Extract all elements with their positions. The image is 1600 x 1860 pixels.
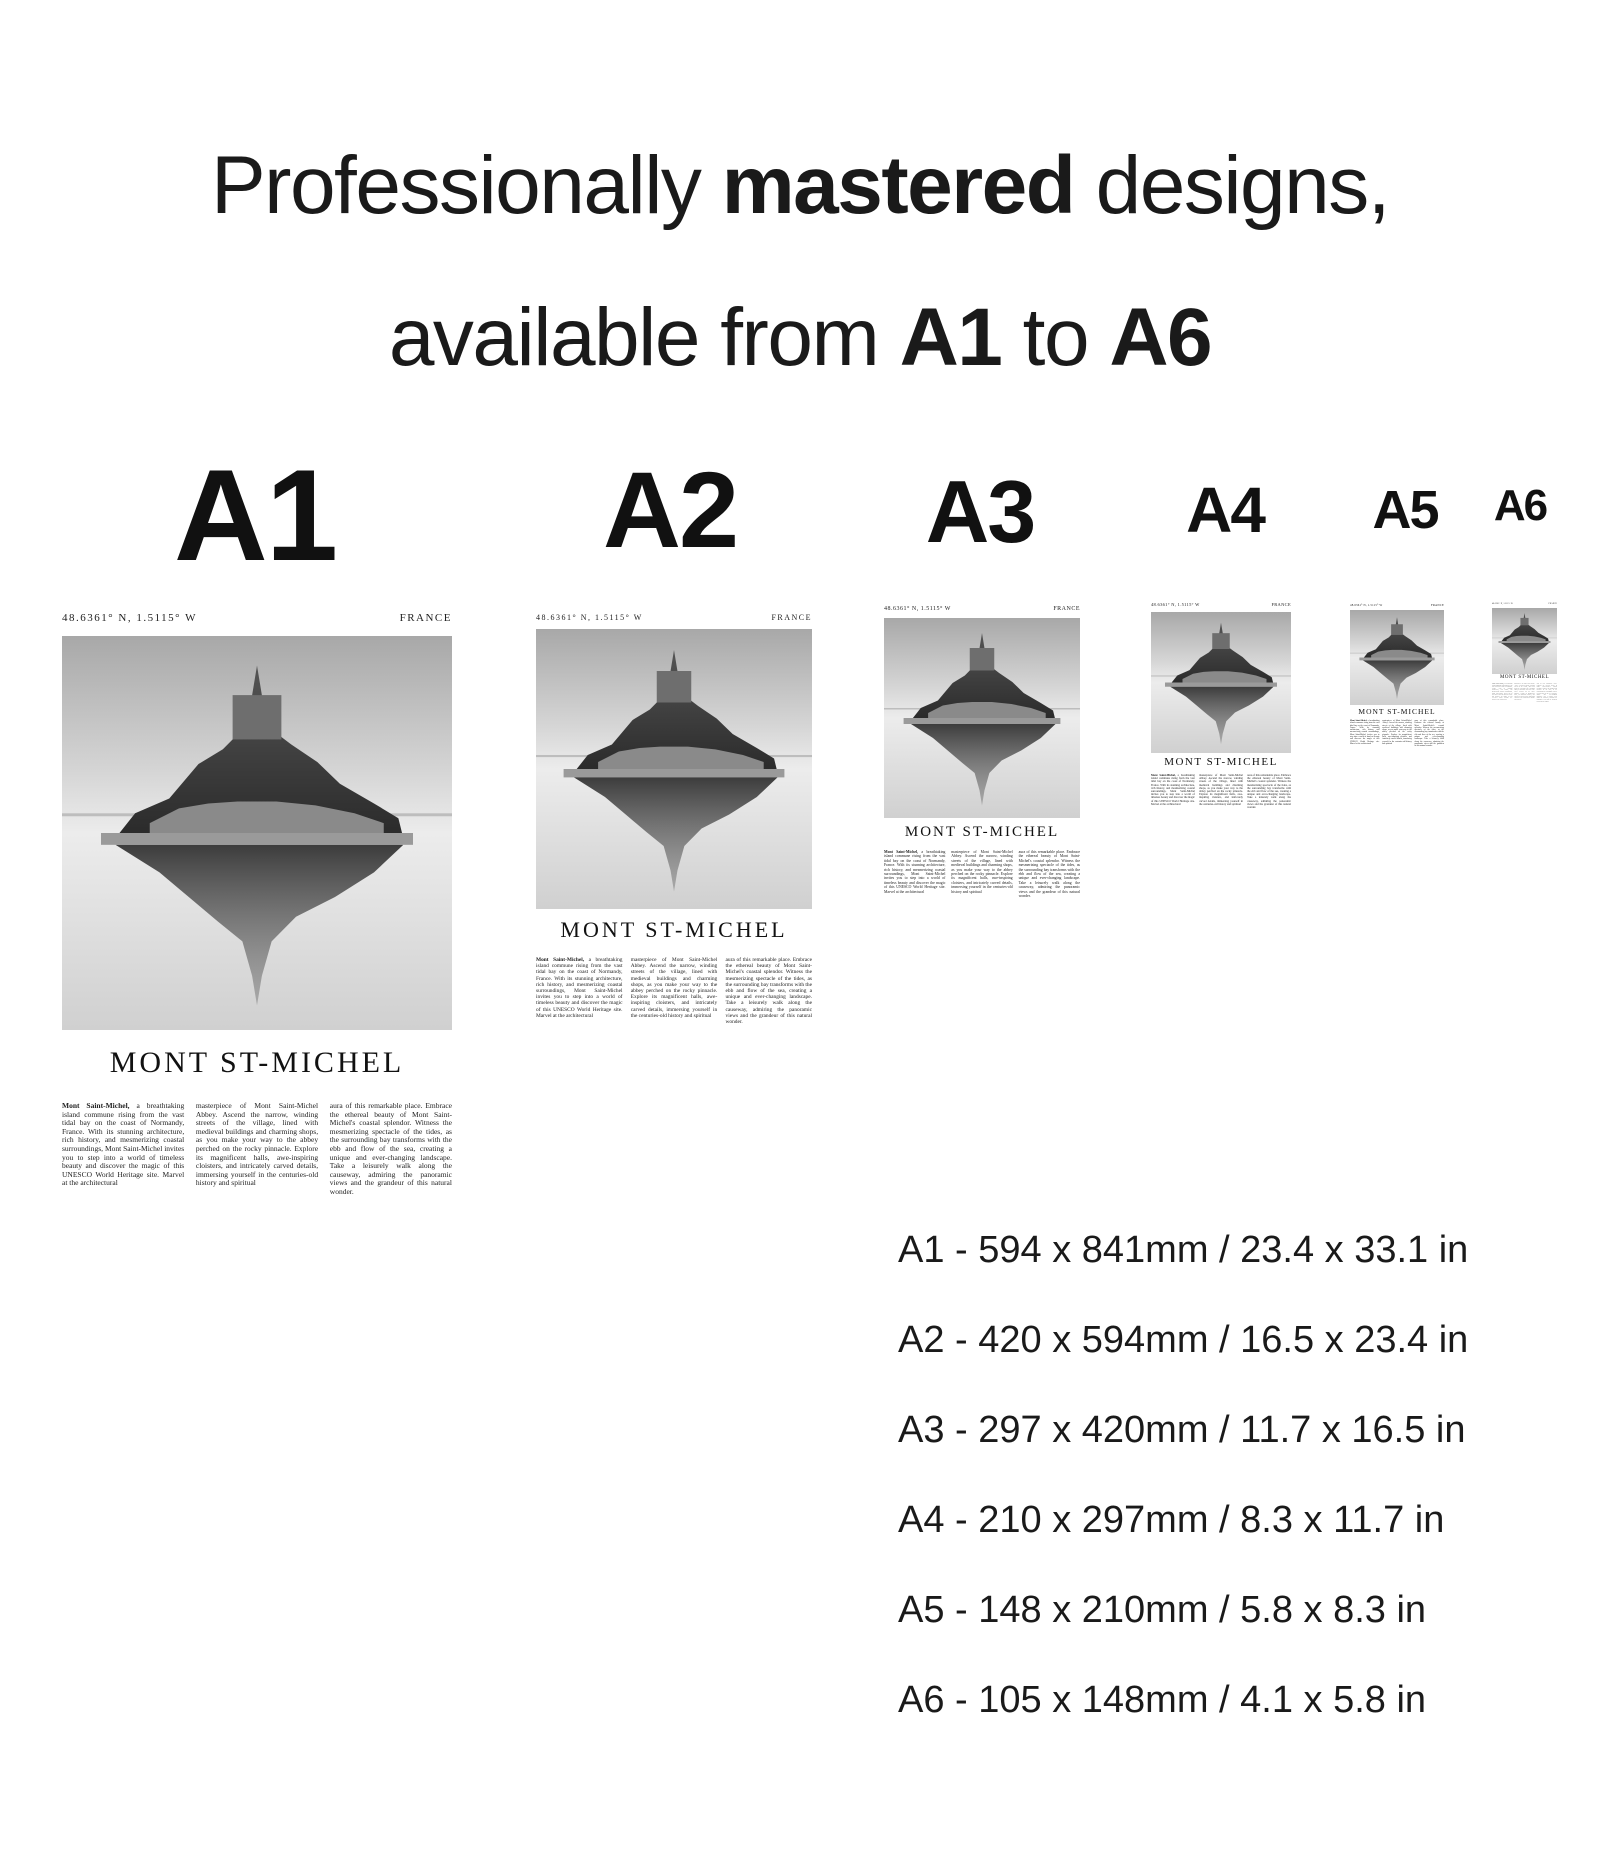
headline-text: Professionally xyxy=(210,140,722,231)
headline-text: available from xyxy=(388,292,900,383)
poster-text-col-2: masterpiece of Mont Saint-Michel Abbey. Ascend the narrow, winding streets of the village, lined with medieval buildings and charming shops, as you make your way to the abbey perched on the rocky pinnacle. Explore its magnificent halls, awe-inspiring cloisters, and intricately carved details, immersing yourself in the centuries-old history and spiritual xyxy=(951,850,1013,894)
poster-photo xyxy=(1151,612,1291,753)
poster-lead: Mont Saint-Michel, xyxy=(1350,720,1367,722)
poster-text-col-2: masterpiece of Mont Saint-Michel Abbey. Ascend the narrow, winding streets of the village, lined with medieval buildings and charming shops, as you make your way to the abbey perched on the rocky pinnacle. Explore its magnificent halls, awe-inspiring cloisters, and intricately carved details, immersing yourself in the centuries-old history and spiritual xyxy=(1199,774,1243,806)
poster-photo xyxy=(1350,610,1444,705)
poster-country: FRANCE xyxy=(1053,606,1080,612)
poster-body xyxy=(536,957,812,1027)
poster-text: a breathtaking island commune rising from the vast tidal bay on the coast of Normandy, France. With its stunning architecture, rich history, and mesmerizing coastal surroundings, Mont Saint-Michel invites you to step into a world of timeless beauty and discover the magic of this UNESCO World Heritage site. Marvel at the architectural xyxy=(62,1101,185,1188)
poster-title: MONT ST-MICHEL xyxy=(1164,756,1278,768)
poster-text: a breathtaking island commune rising from the vast tidal bay on the coast of Normandy, France. With its stunning architecture, rich history, and mesmerizing coastal surroundings, Mont Saint-Michel invites you to step into a world of timeless beauty and discover the magic of this UNESCO World Heritage site. Marvel at the architectural xyxy=(1350,720,1380,745)
poster-lead: Mont Saint-Michel, xyxy=(884,850,919,854)
poster-photo xyxy=(536,629,812,909)
poster-meta xyxy=(1151,602,1291,607)
poster-a6 xyxy=(1492,603,1557,701)
poster-text-col-1 xyxy=(884,850,945,900)
poster-photo xyxy=(62,636,452,1030)
poster-coordinates: 48.6361° N, 1.5115° W xyxy=(536,613,643,622)
poster-title: MONT ST-MICHEL xyxy=(109,1046,405,1079)
poster-meta xyxy=(1492,603,1557,605)
headline-text: designs, xyxy=(1074,140,1390,231)
poster-text: a breathtaking island commune rising from the vast tidal bay on the coast of Normandy, France. With its stunning architecture, rich history, and mesmerizing coastal surroundings, Mont Saint-Michel invites you to step into a world of timeless beauty and discover the magic of this UNESCO World Heritage site. Marvel at the architectural xyxy=(1151,774,1195,806)
poster-country: FRANCE xyxy=(1548,603,1557,605)
dimension-a5: A5 - 148 x 210mm / 5.8 x 8.3 in xyxy=(898,1589,1427,1631)
poster-body xyxy=(1492,684,1557,701)
poster-meta xyxy=(884,606,1080,612)
headline-bold: A1 xyxy=(899,292,1002,383)
poster-lead: Mont Saint-Michel, xyxy=(536,957,585,963)
poster-meta xyxy=(536,613,812,622)
poster-text-col-1 xyxy=(1151,774,1195,810)
poster-coordinates: 48.6361° N, 1.5115° W xyxy=(1492,603,1513,605)
poster-text-col-3: aura of this remarkable place. Embrace the ethereal beauty of Mont Saint-Michel's coastal splendor. Witness the mesmerizing spectacle of the tides, as the surrounding bay transforms with the ebb and flow of the sea, creating a unique and ever-changing landscape. Take a leisurely walk along the causeway, admiring the panoramic views and the grandeur of this natural wonder. xyxy=(329,1101,452,1196)
size-label-a1: A1 xyxy=(173,442,337,588)
poster-text-col-2: masterpiece of Mont Saint-Michel Abbey. Ascend the narrow, winding streets of the village, lined with medieval buildings and charming shops, as you make your way to the abbey perched on the rocky pinnacle. Explore its magnificent halls, awe-inspiring cloisters, and intricately carved details, immersing yourself in the centuries-old history and spiritual xyxy=(1514,684,1535,701)
size-label-a2: A2 xyxy=(602,449,738,570)
poster-lead: Mont Saint-Michel, xyxy=(1151,774,1176,777)
poster-text-col-2: masterpiece of Mont Saint-Michel Abbey. Ascend the narrow, winding streets of the village, lined with medieval buildings and charming shops, as you make your way to the abbey perched on the rocky pinnacle. Explore its magnificent halls, awe-inspiring cloisters, and intricately carved details, immersing yourself in the centuries-old history and spiritual xyxy=(195,1101,319,1188)
poster-title: MONT ST-MICHEL xyxy=(904,824,1060,840)
dimension-a3: A3 - 297 x 420mm / 11.7 x 16.5 in xyxy=(898,1409,1466,1451)
size-label-a6: A6 xyxy=(1493,481,1547,530)
headline xyxy=(0,110,1600,414)
poster-text-col-1 xyxy=(62,1102,184,1196)
poster-text-col-2: masterpiece of Mont Saint-Michel Abbey. Ascend the narrow, winding streets of the village, lined with medieval buildings and charming shops, as you make your way to the abbey perched on the rocky pinnacle. Explore its magnificent halls, awe-inspiring cloisters, and intricately carved details, immersing yourself in the centuries-old history and spiritual xyxy=(1382,720,1412,745)
headline-bold: A6 xyxy=(1109,292,1212,383)
poster-title: MONT ST-MICHEL xyxy=(1358,707,1436,716)
poster-text-col-3: aura of this remarkable place. Embrace the ethereal beauty of Mont Saint-Michel's coastal splendor. Witness the mesmerizing spectacle of the tides, as the surrounding bay transforms with the ebb and flow of the sea, creating a unique and ever-changing landscape. Take a leisurely walk along the causeway, admiring the panoramic views and the grandeur of this natural wonder. xyxy=(1018,850,1081,899)
poster-meta xyxy=(62,612,452,624)
poster-body xyxy=(1151,774,1291,810)
headline-bold: mastered xyxy=(721,140,1075,231)
poster-a3 xyxy=(884,606,1080,900)
poster-country: FRANCE xyxy=(1271,602,1291,607)
poster-title: MONT ST-MICHEL xyxy=(560,917,788,942)
poster-text-col-2: masterpiece of Mont Saint-Michel Abbey. Ascend the narrow, winding streets of the village, lined with medieval buildings and charming shops, as you make your way to the abbey perched on the rocky pinnacle. Explore its magnificent halls, awe-inspiring cloisters, and intricately carved details, immersing yourself in the centuries-old history and spiritual xyxy=(630,957,718,1019)
poster-text-col-1 xyxy=(536,957,622,1027)
poster-a4 xyxy=(1151,602,1291,812)
poster-text-col-3: aura of this remarkable place. Embrace the ethereal beauty of Mont Saint-Michel's coastal splendor. Witness the mesmerizing spectacle of the tides, as the surrounding bay transforms with the ebb and flow of the sea, creating a unique and ever-changing landscape. Take a leisurely walk along the causeway, admiring the panoramic views and the grandeur of this natural wonder. xyxy=(1414,720,1444,748)
dimension-a1: A1 - 594 x 841mm / 23.4 x 33.1 in xyxy=(898,1229,1469,1271)
headline-text: to xyxy=(1001,292,1110,383)
poster-meta xyxy=(1350,603,1444,607)
poster-coordinates: 48.6361° N, 1.5115° W xyxy=(62,612,198,624)
poster-lead: Mont Saint-Michel, xyxy=(62,1101,130,1110)
poster-text-col-1 xyxy=(1492,684,1512,701)
size-label-a3: A3 xyxy=(925,462,1035,561)
headline-line-2 xyxy=(0,262,1600,414)
poster-body xyxy=(1350,720,1444,748)
poster-coordinates: 48.6361° N, 1.5115° W xyxy=(1350,603,1383,607)
poster-photo xyxy=(884,618,1080,818)
poster-body xyxy=(62,1102,452,1196)
poster-a5 xyxy=(1350,603,1444,748)
poster-coordinates: 48.6361° N, 1.5115° W xyxy=(884,606,951,612)
poster-country: FRANCE xyxy=(1430,603,1444,607)
poster-coordinates: 48.6361° N, 1.5115° W xyxy=(1151,602,1200,607)
dimension-a6: A6 - 105 x 148mm / 4.1 x 5.8 in xyxy=(898,1679,1427,1721)
dimensions-list xyxy=(898,1205,1468,1745)
size-label-a4: A4 xyxy=(1186,474,1264,546)
headline-line-1 xyxy=(0,110,1600,262)
poster-text: a breathtaking island commune rising from the vast tidal bay on the coast of Normandy, France. With its stunning architecture, rich history, and mesmerizing coastal surroundings, Mont Saint-Michel invites you to step into a world of timeless beauty and discover the magic of this UNESCO World Heritage site. Marvel at the architectural xyxy=(1492,684,1513,701)
poster-text: a breathtaking island commune rising from the vast tidal bay on the coast of Normandy, France. With its stunning architecture, rich history, and mesmerizing coastal surroundings, Mont Saint-Michel invites you to step into a world of timeless beauty and discover the magic of this UNESCO World Heritage site. Marvel at the architectural xyxy=(536,957,623,1019)
size-label-a5: A5 xyxy=(1372,480,1438,540)
poster-text-col-1 xyxy=(1350,720,1379,745)
poster-text: a breathtaking island commune rising from the vast tidal bay on the coast of Normandy, France. With its stunning architecture, rich history, and mesmerizing coastal surroundings, Mont Saint-Michel invites you to step into a world of timeless beauty and discover the magic of this UNESCO World Heritage site. Marvel at the architectural xyxy=(884,850,946,894)
poster-text-col-3: aura of this remarkable place. Embrace the ethereal beauty of Mont Saint-Michel's coastal splendor. Witness the mesmerizing spectacle of the tides, as the surrounding bay transforms with the ebb and flow of the sea, creating a unique and ever-changing landscape. Take a leisurely walk along the causeway, admiring the panoramic views and the grandeur of this natural wonder. xyxy=(1247,774,1291,810)
dimension-a2: A2 - 420 x 594mm / 16.5 x 23.4 in xyxy=(898,1319,1469,1361)
poster-text-col-3: aura of this remarkable place. Embrace the ethereal beauty of Mont Saint-Michel's coastal splendor. Witness the mesmerizing spectacle of the tides, as the surrounding bay transforms with the ebb and flow of the sea, creating a unique and ever-changing landscape. Take a leisurely walk along the causeway, admiring the panoramic views and the grandeur of this natural wonder. xyxy=(1536,684,1557,703)
poster-country: FRANCE xyxy=(771,613,812,622)
poster-lead: Mont Saint-Michel, xyxy=(1492,684,1504,685)
poster-title: MONT ST-MICHEL xyxy=(1499,675,1550,680)
poster-country: FRANCE xyxy=(399,612,452,624)
poster-photo xyxy=(1492,608,1557,674)
poster-a1 xyxy=(62,612,452,1196)
dimension-a4: A4 - 210 x 297mm / 8.3 x 11.7 in xyxy=(898,1499,1445,1541)
poster-body xyxy=(884,850,1080,900)
poster-a2 xyxy=(536,613,812,1027)
poster-text-col-3: aura of this remarkable place. Embrace the ethereal beauty of Mont Saint-Michel's coastal splendor. Witness the mesmerizing spectacle of the tides, as the surrounding bay transforms with the ebb and flow of the sea, creating a unique and ever-changing landscape. Take a leisurely walk along the causeway, admiring the panoramic views and the grandeur of this natural wonder. xyxy=(725,957,812,1026)
